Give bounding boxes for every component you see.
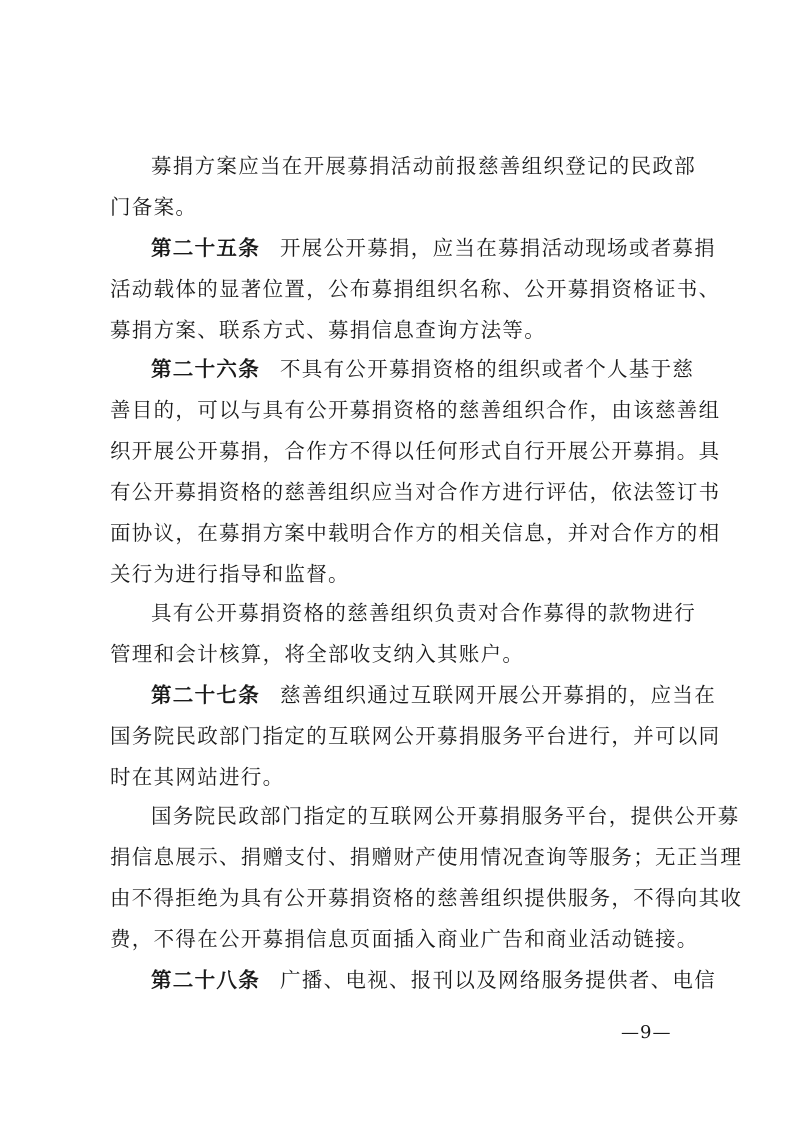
text-line: 费，不得在公开募捐信息页面插入商业广告和商业活动链接。 [110, 927, 699, 951]
text-line: 募捐方案、联系方式、募捐信息查询方法等。 [110, 318, 546, 342]
text-line: 门备案。 [110, 195, 198, 219]
text-line: 善目的，可以与具有公开募捐资格的慈善组织合作，由该慈善组 [110, 398, 721, 422]
article-first-line: 第二十八条 广播、电视、报刊以及网络服务提供者、电信 [151, 968, 716, 992]
article-heading: 第二十八条 [151, 968, 260, 992]
text-line: 关行为进行指导和监督。 [110, 562, 350, 586]
article-first-line: 第二十五条 开展公开募捐，应当在募捐活动现场或者募捐 [151, 236, 716, 260]
article-first-line: 第二十七条 慈善组织通过互联网开展公开募捐的，应当在 [151, 683, 716, 707]
text-line: 织开展公开募捐，合作方不得以任何形式自行开展公开募捐。具 [110, 439, 721, 463]
article-heading: 第二十六条 [151, 357, 260, 381]
article-heading: 第二十五条 [151, 236, 260, 260]
text-line: 由不得拒绝为具有公开募捐资格的慈善组织提供服务，不得向其收 [110, 886, 743, 910]
text-line: 管理和会计核算，将全部收支纳入其账户。 [110, 642, 525, 666]
page-number: —9— [621, 1022, 672, 1043]
text-line: 活动载体的显著位置，公布募捐组织名称、公开募捐资格证书、 [110, 277, 721, 301]
text-line: 时在其网站进行。 [110, 765, 285, 789]
article-first-line: 第二十六条 不具有公开募捐资格的组织或者个人基于慈 [151, 357, 695, 381]
text-line: 募捐方案应当在开展募捐活动前报慈善组织登记的民政部 [151, 154, 696, 178]
text-line: 具有公开募捐资格的慈善组织负责对合作募得的款物进行 [151, 601, 696, 625]
text-line: 面协议，在募捐方案中载明合作方的相关信息，并对合作方的相 [110, 521, 721, 545]
text-line: 国务院民政部门指定的互联网公开募捐服务平台，提供公开募 [151, 804, 740, 828]
text-line: 捐信息展示、捐赠支付、捐赠财产使用情况查询等服务；无正当理 [110, 845, 743, 869]
text-line: 有公开募捐资格的慈善组织应当对合作方进行评估，依法签订书 [110, 480, 721, 504]
text-line: 国务院民政部门指定的互联网公开募捐服务平台进行，并可以同 [110, 724, 721, 748]
article-heading: 第二十七条 [151, 683, 260, 707]
